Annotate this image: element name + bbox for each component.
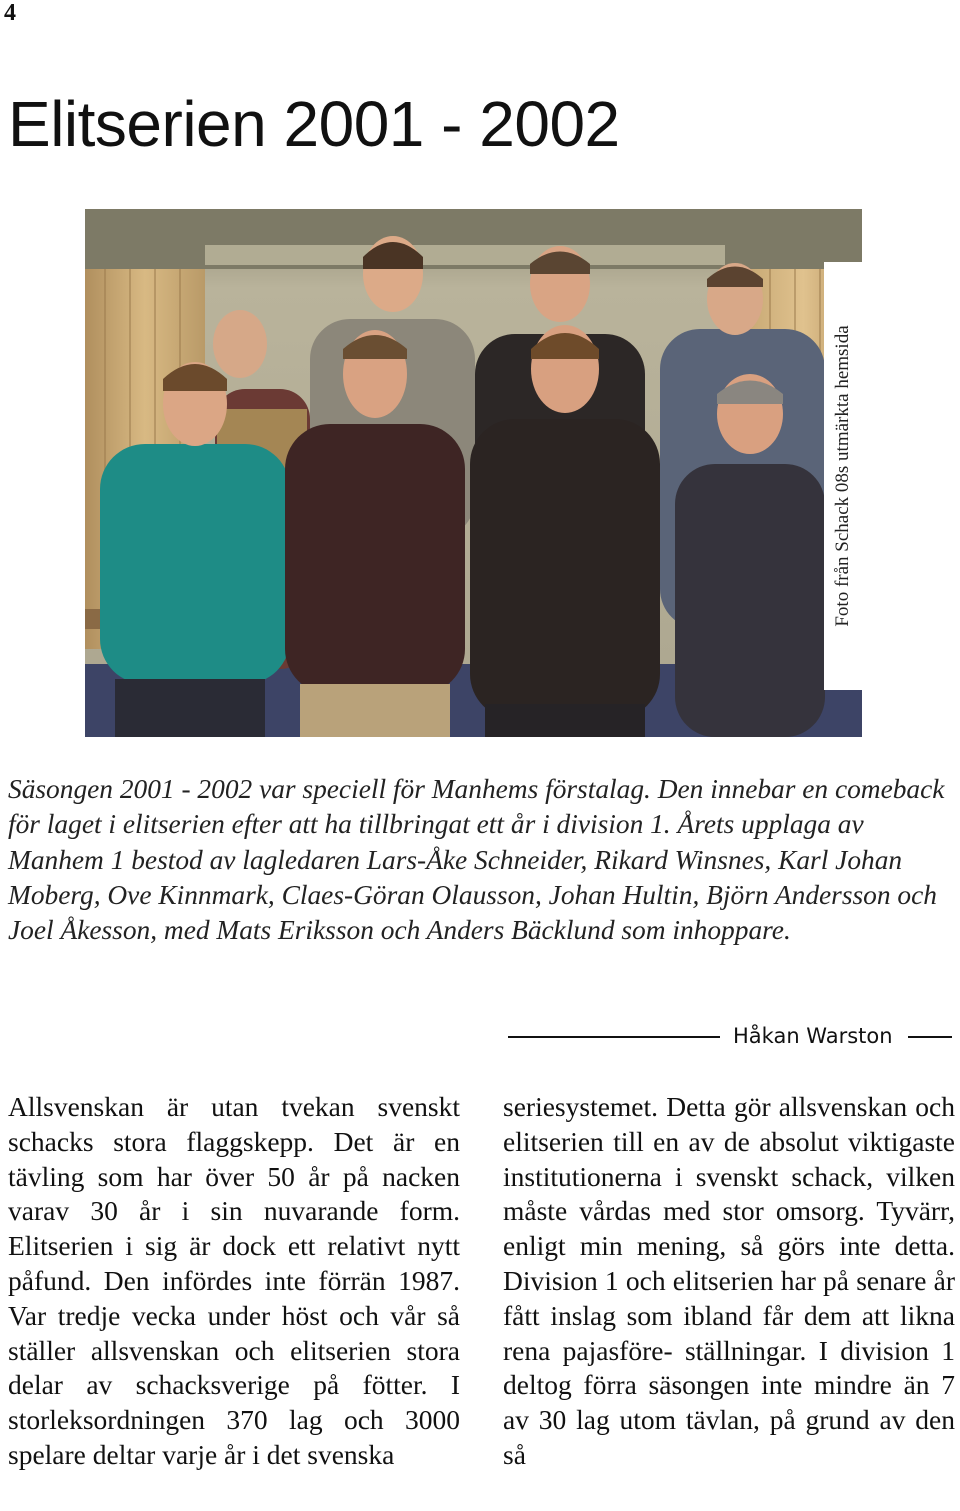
author-byline: Håkan Warston — [733, 1024, 893, 1048]
article-column-left: Allsvenskan är utan tvekan svenskt schacks stora flaggskepp. Det är en tävling som har över 50 år på nacken varav 30 år i sin nuvarande form. Elitserien i sig är dock ett relativt nytt påfund. Den infördes inte förrän 1987. Var tredje vecka under höst och vår så ställer allsvenskan och elitserien stora delar av schacksverige på fötter. I storleksordningen 370 lag och 3000 spelare deltar varje år i det svenska — [8, 1091, 460, 1470]
photo-credit — [824, 262, 862, 690]
photo-credit-text: Foto från Schack 08s utmärkta hemsida — [832, 325, 853, 627]
article-column-right: seriesystemet. Detta gör allsvenskan och elitserien till en av de absolut viktigaste institutionerna i svenskt schack, vilken måste vårdas med stor omsorg. Tyvärr, enligt min mening, så görs inte detta. Division 1 och elitserien har på senare år fått inslag som ibland får dem att likna rena pajasföre- ställningar. I division 1 deltog förra säsongen inte mindre än 7 av 30 lag utom tävlan, på grund av den så — [503, 1091, 955, 1470]
page-number: 4 — [4, 0, 16, 26]
author-rule-right — [908, 1036, 952, 1038]
page-title: Elitserien 2001 - 2002 — [8, 88, 620, 160]
photo-ceiling-light — [205, 245, 725, 265]
team-photo — [85, 209, 862, 737]
intro-paragraph: Säsongen 2001 - 2002 var speciell för Manhems förstalag. Den innebar en comeback för laget i elitserien efter att ha tillbringat ett år i division 1. Årets upplaga av Manhem 1 bestod av lagledaren Lars-Åke Schneider, Rikard Winsnes, Karl Johan Moberg, Ove Kinnmark, Claes-Göran Olausson, Johan Hultin, Björn Andersson och Joel Åkesson, med Mats Eriksson och Anders Bäcklund som inhoppare. — [8, 774, 945, 946]
author-rule-left — [508, 1036, 720, 1038]
